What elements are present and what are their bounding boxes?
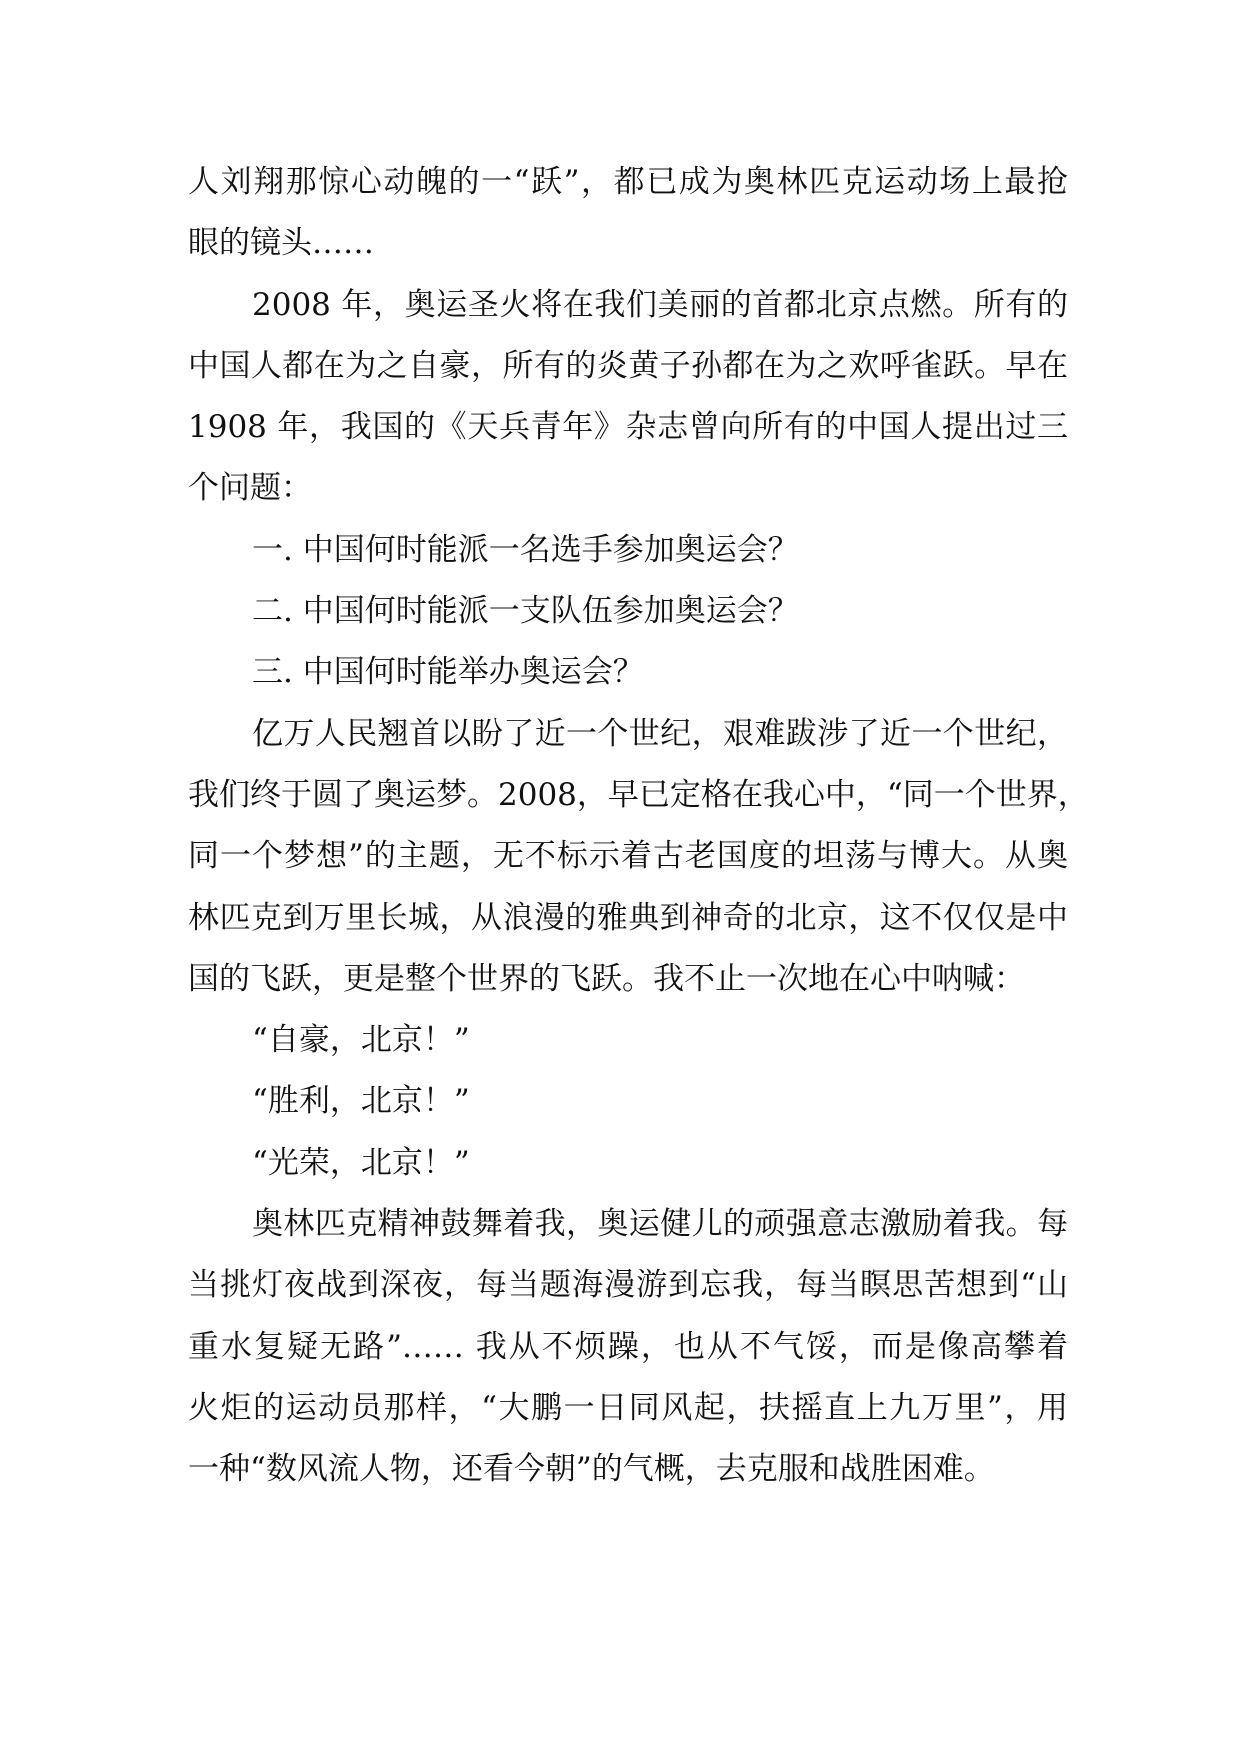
paragraph-start-line: 亿万人民翘首以盼了近一个世纪，艰难跋涉了近一个世纪， xyxy=(252,715,1068,752)
text-line: 1908 年，我国的《天兵青年》杂志曾向所有的中国人提出过三 xyxy=(188,409,1068,446)
text-line: 中国人都在为之自豪，所有的炎黄子孙都在为之欢呼雀跃。早在 xyxy=(188,347,1068,384)
question-item: 二. 中国何时能派一支队伍参加奥运会？ xyxy=(252,593,799,630)
paragraph-start-line: 奥林匹克精神鼓舞着我，奥运健儿的顽强意志激励着我。每 xyxy=(252,1206,1068,1243)
text-line: 国的飞跃，更是整个世界的飞跃。我不止一次地在心中呐喊： xyxy=(188,960,1025,997)
text-line: 我们终于圆了奥运梦。2008，早已定格在我心中，“同一个世界， xyxy=(188,776,1089,813)
exclamation-line: “胜利，北京！” xyxy=(252,1083,470,1120)
paragraph-start-line: 2008 年，奥运圣火将在我们美丽的首都北京点燃。所有的 xyxy=(252,286,1068,323)
text-line: 同一个梦想”的主题，无不标示着古老国度的坦荡与博大。从奥 xyxy=(188,838,1068,875)
text-line: 重水复疑无路”…… 我从不烦躁，也从不气馁，而是像高攀着 xyxy=(188,1328,1068,1365)
question-item: 一. 中国何时能派一名选手参加奥运会？ xyxy=(252,531,799,568)
text-line: 眼的镜头…… xyxy=(188,225,374,262)
text-line: 林匹克到万里长城，从浪漫的雅典到神奇的北京，这不仅仅是中 xyxy=(188,899,1068,936)
exclamation-line: “自豪，北京！” xyxy=(252,1022,470,1059)
question-item: 三. 中国何时能举办奥运会？ xyxy=(252,654,644,691)
text-line: 人刘翔那惊心动魄的一“跃”，都已成为奥林匹克运动场上最抢 xyxy=(188,164,1068,200)
text-line: 个问题： xyxy=(188,470,312,507)
text-line: 一种“数风流人物，还看今朝”的气概，去克服和战胜困难。 xyxy=(188,1451,995,1488)
document-body xyxy=(188,152,1089,1501)
text-line: 火炬的运动员那样，“大鹏一日同风起，扶摇直上九万里”，用 xyxy=(188,1389,1068,1426)
text-line: 当挑灯夜战到深夜，每当题海漫游到忘我，每当瞑思苦想到“山 xyxy=(188,1267,1068,1304)
exclamation-line: “光荣，北京！” xyxy=(252,1144,470,1181)
